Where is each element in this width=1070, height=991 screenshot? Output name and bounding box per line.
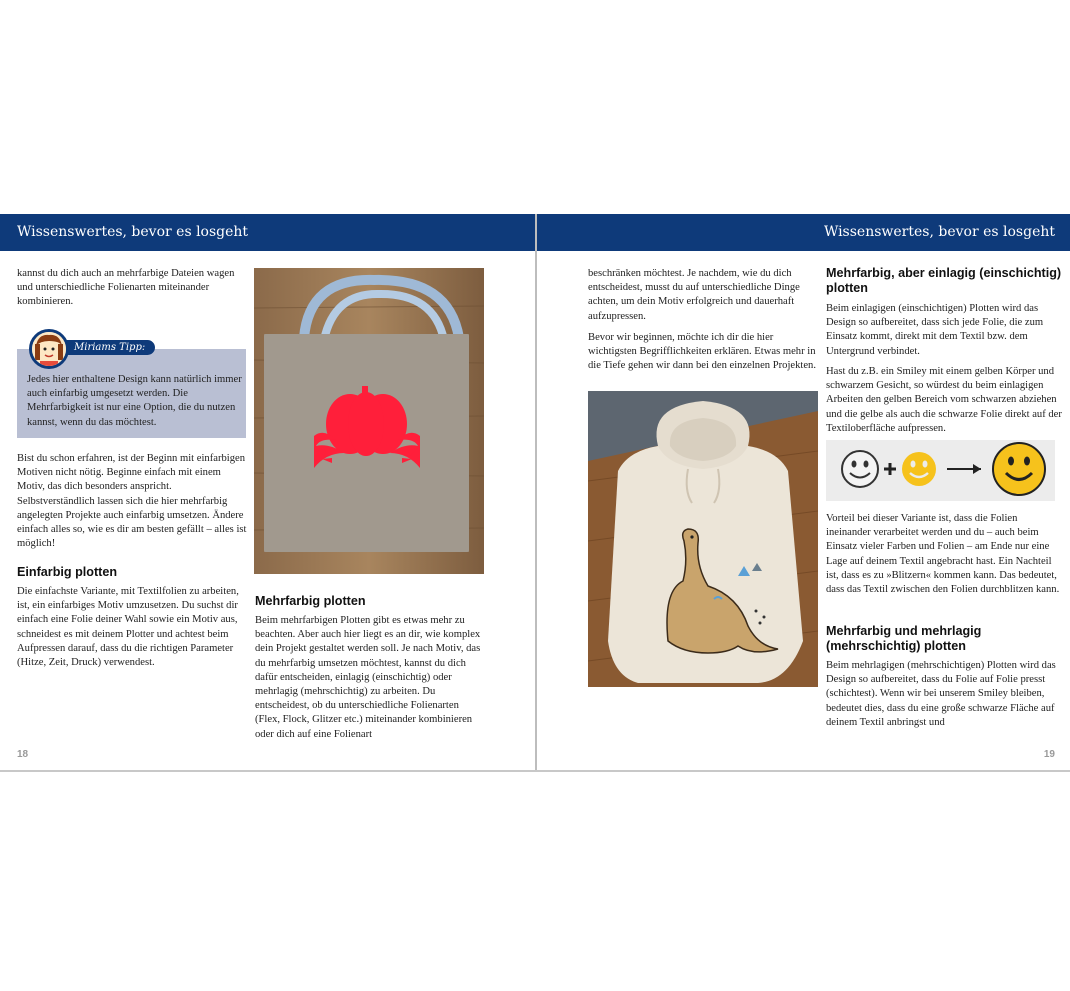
para-einlagig-2: Hast du z.B. ein Smiley mit einem gelben Körper und schwarzem Gesicht, so würdest du beim einlagigen Arbeiten den gelben Bereich vom schwarzen abziehen und die gelbe als auch die schwarze Folie direkt auf der Textiloberfläche aufpressen. xyxy=(826,366,1062,434)
hoodie-photo xyxy=(588,391,818,687)
para-einfarbig: Die einfachste Variante, mit Textilfolien zu arbeiten, ist, ein einfarbiges Motiv umzusetzen. Du suchst dir einfach eine Folie deiner Wahl sowie ein Motiv aus, schneidest es mit deinem Plotter und achtest beim Aufpressen darauf, dass du die richtigen Parameter (Hitze, Zeit, Druck) verwendest. xyxy=(17,586,239,669)
para-einlagig-3: Vorteil bei dieser Variante ist, dass die Folien ineinander verarbeitet werden und du – auch beim Einsatz vieler Farben und Folien – am Ende nur eine Lage auf deinem Textil angebracht hast. Ein Nachteil ist, dass es zu »Blitzern« kommen kann. Das bedeutet, dass das Textil zwischen den Folien durchblitzen kann. xyxy=(826,513,1060,596)
para-mehrfarbig: Beim mehrfarbigen Plotten gibt es etwas mehr zu beachten. Aber auch hier liegt es an dir, wie komplex dein Projekt gestaltet werden soll. Je nach Motiv, das du mehrfarbig umsetzen möchtest, kannst du dich dafür entscheiden, einlagig (einschichtig) oder mehrlagig (mehrschichtig) zu arbeiten. Du entscheidest, ob du unterschiedliche Folienarten (Flex, Flock, Glitzer etc.) miteinander kombinieren oder dich auf eine Folienart xyxy=(255,615,481,740)
page-number-right: 19 xyxy=(1043,749,1055,760)
smiley-outline-icon xyxy=(842,451,878,487)
para-einlagig-1: Beim einlagigen (einschichtigen) Plotten wird das Design so aufbereitet, dass sich jede Folie, die zum Einsatz kommt, direkt mit dem Textil bzw. dem Untergrund verbindet. xyxy=(826,303,1044,357)
page-bottom-edge xyxy=(0,770,1070,772)
right-para-1: beschränken möchtest. Je nachdem, wie du dich entscheidest, musst du auf unterschiedliche Dinge achten, um dein Motiv erfolgreich und dauerhaft aufzupressen. xyxy=(588,268,800,322)
miriam-avatar-icon xyxy=(29,329,69,369)
heading-einfarbig: Einfarbig plotten xyxy=(17,565,118,579)
left-para-2: Bist du schon erfahren, ist der Beginn mit einfarbigen Motiven nicht nötig. Beginne einfach mit einem Motiv, das dich besonders anspricht. Selbstverständlich lassen sich die hier mehrfarbig angelegten Projekte auch einfarbig umsetzen. Ändere einfach alles so, wie es dir am besten gefällt – alles ist möglich! xyxy=(17,453,247,550)
left-page xyxy=(0,214,535,772)
heading-mehrlagig: Mehrfarbig und mehrlagig (mehrschichtig) plotten xyxy=(826,624,982,653)
left-intro-text: kannst du dich auch an mehrfarbige Dateien wagen und unterschiedliche Folienarten miteinander kombinieren. xyxy=(17,268,235,308)
smiley-combined-icon xyxy=(993,443,1045,495)
smiley-layering-diagram xyxy=(826,440,1055,501)
right-para-2: Bevor wir beginnen, möchte ich dir die hier wichtigsten Begrifflichkeiten erklären. Etwas mehr in die Tiefe gehen wir dann bei den einzelnen Projekten. xyxy=(588,332,816,372)
heading-einlagig: Mehrfarbig, aber einlagig (einschichtig) plotten xyxy=(826,266,1062,295)
para-mehrlagig: Beim mehrlagigen (mehrschichtigen) Plotten wird das Design so aufbereitet, dass du Folie auf Folie presst (schichtest). Wenn wir bei unserem Smiley bleiben, bedeutet dies, dass du eine große schwarze Fläche auf deinem Textil anbringst und xyxy=(826,660,1056,728)
tote-bag-photo xyxy=(254,268,484,574)
smiley-yellow-icon xyxy=(902,452,936,486)
left-page-header: Wissenswertes, bevor es losgeht xyxy=(0,214,535,251)
right-page xyxy=(537,214,1070,772)
tip-label: Miriams Tipp: xyxy=(62,340,155,355)
heading-mehrfarbig: Mehrfarbig plotten xyxy=(255,594,366,608)
right-page-header: Wissenswertes, bevor es losgeht xyxy=(537,214,1070,251)
page-number-left: 18 xyxy=(17,749,29,760)
tip-text: Jedes hier enthaltene Design kann natürlich immer auch einfarbig umgesetzt werden. Die Mehrfarbigkeit ist nur eine Option, die du nutzen kannst, wenn du das möchtest. xyxy=(27,374,242,428)
